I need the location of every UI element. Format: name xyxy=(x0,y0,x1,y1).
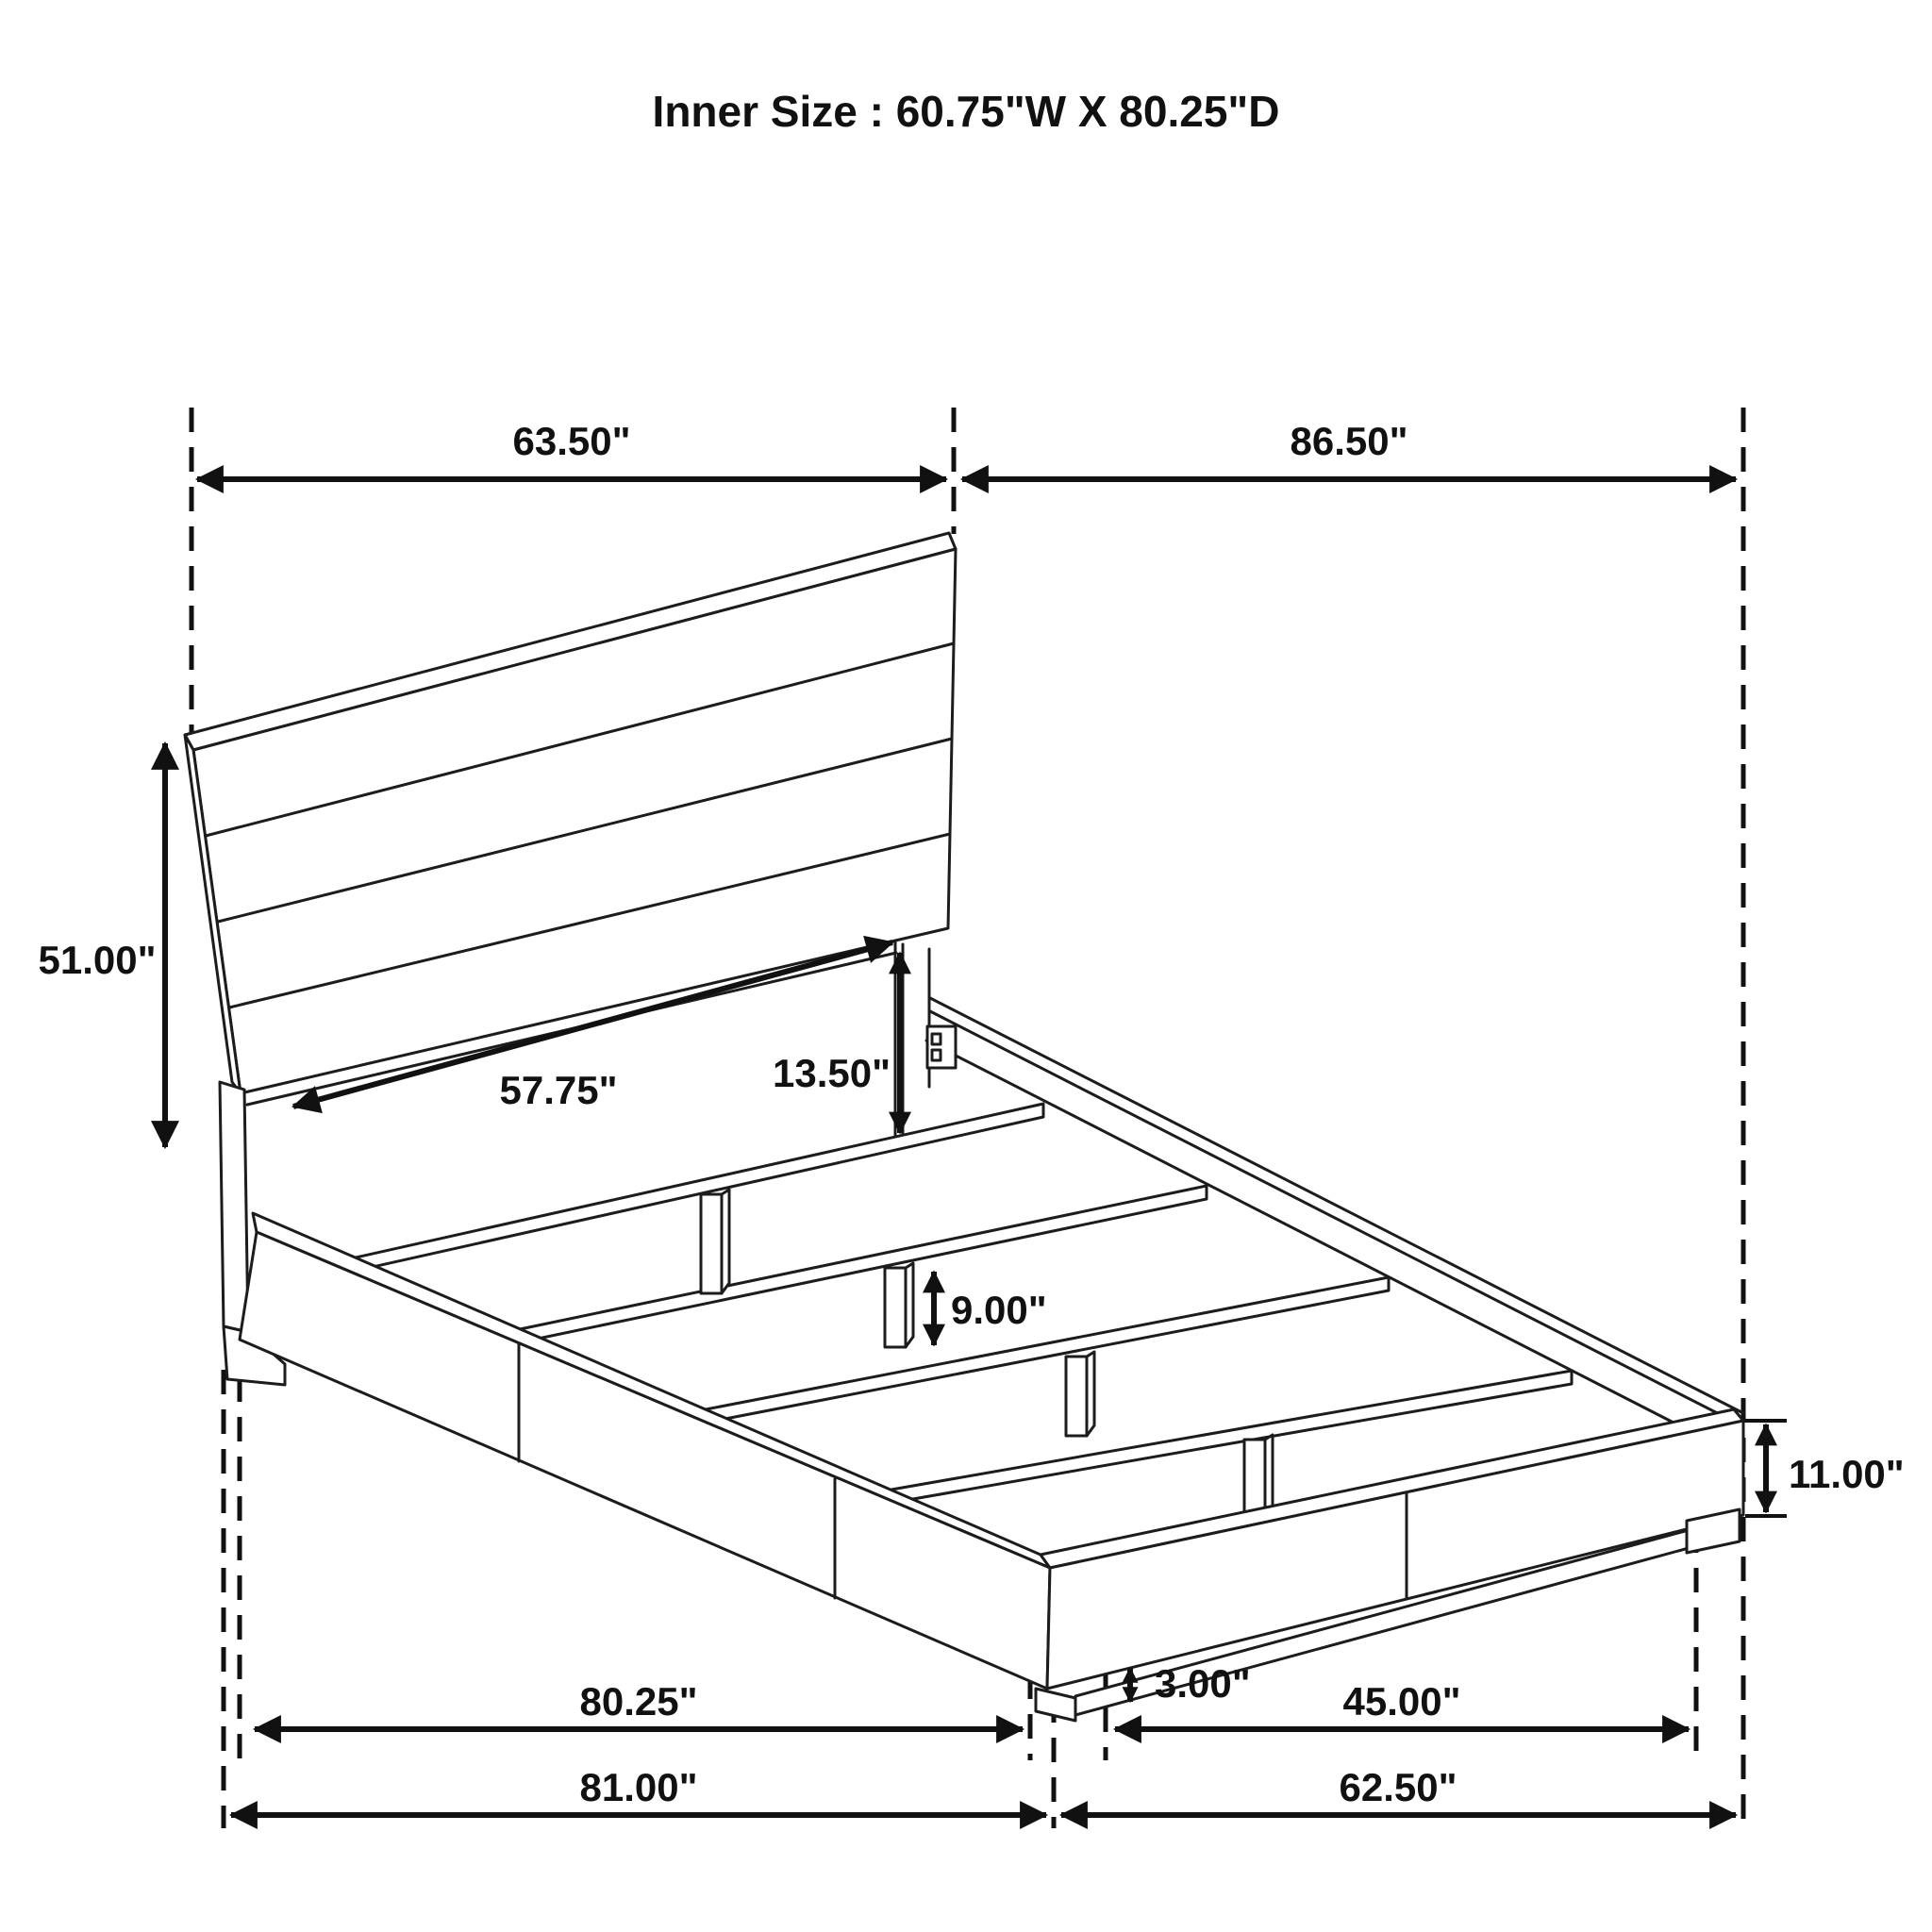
slat-leg-1-side xyxy=(722,1190,729,1293)
label-frame-length-top: 86.50" xyxy=(1290,419,1408,463)
label-overall-length: 81.00" xyxy=(579,1765,698,1809)
slat-leg-2-side xyxy=(906,1263,913,1347)
slat-leg-3-front xyxy=(1066,1357,1087,1436)
page-title: Inner Size : 60.75"W X 80.25"D xyxy=(652,87,1280,136)
base-block-front xyxy=(1036,1689,1075,1721)
label-headboard-width: 63.50" xyxy=(512,419,631,463)
rail-bracket-hole-bottom xyxy=(932,1050,941,1060)
bed-drawing xyxy=(185,533,1743,1721)
headboard-left-post xyxy=(220,1082,248,1332)
slat-leg-2 xyxy=(885,1263,913,1347)
label-foot-inner-width: 45.00" xyxy=(1342,1679,1461,1724)
rail-bracket-hole-top xyxy=(932,1034,941,1044)
slat-leg-3 xyxy=(1066,1352,1094,1436)
label-slat-leg-height: 9.00" xyxy=(951,1288,1047,1332)
label-headboard-inner-width: 57.75" xyxy=(499,1068,618,1112)
label-inner-rail-length: 80.25" xyxy=(579,1679,698,1724)
slat-leg-1 xyxy=(701,1190,729,1293)
slat-leg-3-side xyxy=(1087,1352,1094,1436)
slat-leg-1-front xyxy=(701,1194,722,1293)
slat-leg-2-front xyxy=(885,1268,906,1347)
near-rail-front-face xyxy=(240,1232,1050,1689)
slat-3 xyxy=(706,1277,1389,1423)
label-overall-width: 62.50" xyxy=(1339,1765,1457,1809)
label-base-clearance: 3.00" xyxy=(1155,1661,1251,1706)
label-footboard-height: 11.00" xyxy=(1789,1452,1905,1496)
label-headboard-height: 51.00" xyxy=(38,938,157,982)
label-post-exposed-height: 13.50" xyxy=(772,1051,891,1095)
